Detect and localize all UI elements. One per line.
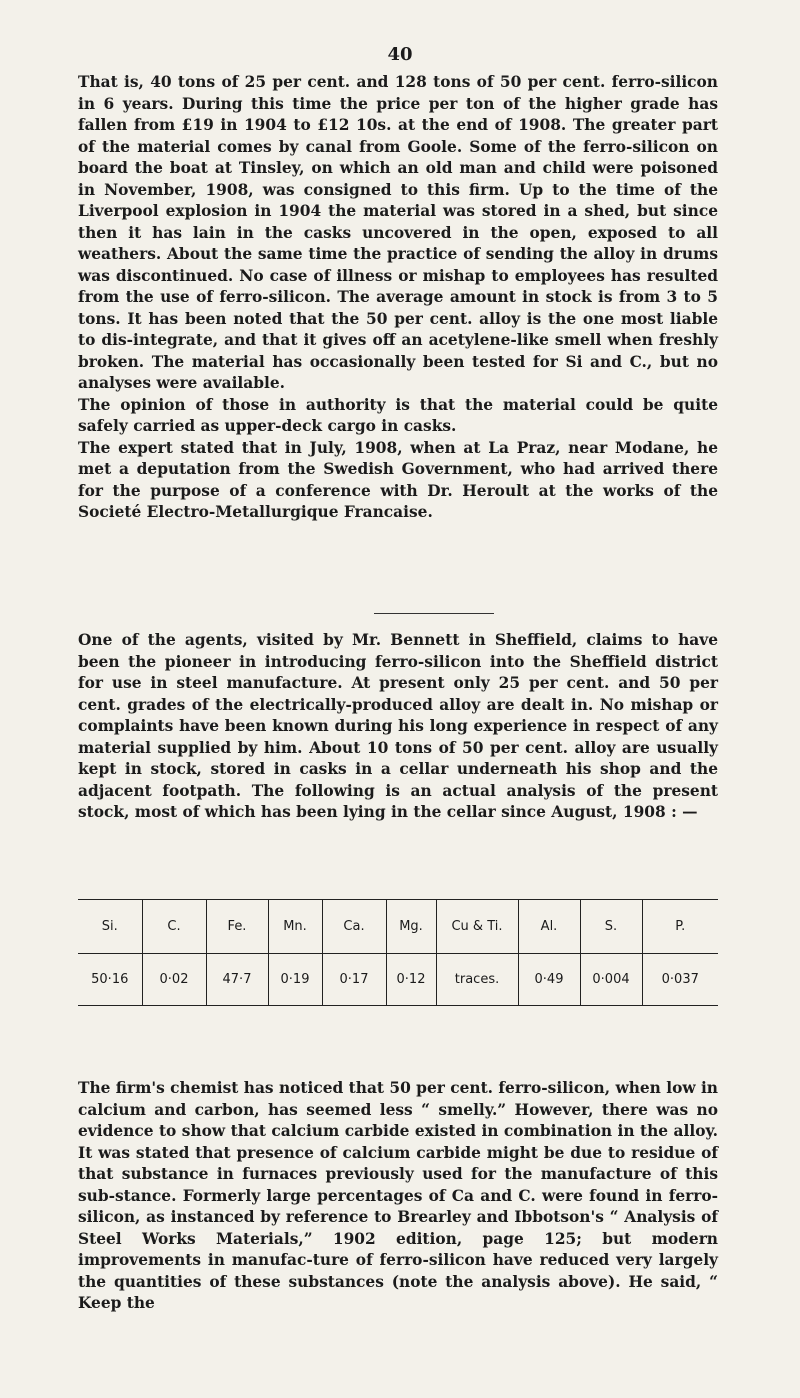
paragraph: The firm's chemist has noticed that 50 per cent. ferro-silicon, when low in calcium and carbon, has seemed less “ smelly.” However, there was no evidence to show that calcium carbide existed in combination in the alloy. It was stated that presence of calcium carbide might be due to residue of that substance in furnaces previously used for the manufacture of this sub-stance. Formerly large percentages of Ca and C. were found in ferro-silicon, as instanced by reference to Brearley and Ibbotson's “ Analysis of Steel Works Materials,” 1902 edition, page 125; but modern improvements in manufac-ture of ferro-silicon have reduced very largely the quantities of these substances (note the analysis above). He said, “ Keep the: [78, 1079, 718, 1312]
paragraph: That is, 40 tons of 25 per cent. and 128 tons of 50 per cent. ferro-silicon in 6 years. During this time the price per ton of the higher grade has fallen from £19 in 1904 to £12 10s. at the end of 1908. The greater part of the material comes by canal from Goole. Some of the ferro-silicon on board the boat at Tinsley, on which an old man and child were poisoned in November, 1908, was consigned to this firm. Up to the time of the Liverpool explosion in 1904 the material was stored in a shed, but since then it has lain in the casks uncovered in the open, exposed to all weathers. About the same time the practice of sending the alloy in drums was discontinued. No case of illness or mishap to employees has resulted from the use of ferro-silicon. The average amount in stock is from 3 to 5 tons. It has been noted that the 50 per cent. alloy is the one most liable to dis-integrate, and that it gives off an acetylene-like smell when freshly broken. The material has occasionally been tested for Si and C., but no analyses were available.: [78, 73, 718, 392]
table-header-row: [78, 900, 718, 954]
text-section-middle: [78, 630, 718, 824]
table-header-cell: Si.: [101, 919, 118, 934]
text-section-bottom: [78, 1078, 718, 1315]
table-cell: 47·7: [206, 954, 268, 1006]
table-cell: 0·037: [642, 954, 718, 1006]
table-cell: traces.: [436, 954, 518, 1006]
table-cell: 0·02: [142, 954, 206, 1006]
table-cell: 0·004: [580, 954, 642, 1006]
table-cell: 0·19: [268, 954, 322, 1006]
section-divider: [374, 613, 494, 614]
paragraph: The expert stated that in July, 1908, when at La Praz, near Modane, he met a deputation from the Swedish Government, who had arrived there for the purpose of a conference with Dr. Heroult at the works of the Societé Electro-Metallurgique Francaise.: [78, 438, 718, 521]
paragraph: The opinion of those in authority is that the material could be quite safely carried as upper-deck cargo in casks.: [78, 395, 718, 435]
table-header-cell: Mn.: [268, 900, 322, 954]
table-header-cell: S.: [580, 900, 642, 954]
analysis-table: [78, 899, 718, 1006]
table-row: [78, 954, 718, 1006]
table-header-cell: Cu & Ti.: [436, 900, 518, 954]
table-header-cell: Al.: [518, 900, 580, 954]
table-cell: 50·16: [91, 972, 129, 987]
table-header-cell: Fe.: [206, 900, 268, 954]
table-header-cell: Ca.: [322, 900, 386, 954]
table-header-cell: P.: [642, 900, 718, 954]
table-cell: 0·49: [518, 954, 580, 1006]
table-cell: 0·12: [386, 954, 436, 1006]
page-number: 40: [387, 44, 413, 65]
table-header-cell: Mg.: [386, 900, 436, 954]
table-cell: 0·17: [322, 954, 386, 1006]
paragraph: One of the agents, visited by Mr. Bennett in Sheffield, claims to have been the pioneer in introducing ferro-silicon into the Sheffield district for use in steel manufacture. At present only 25 per cent. and 50 per cent. grades of the electrically-produced alloy are dealt in. No mishap or complaints have been known during his long experience in respect of any material supplied by him. About 10 tons of 50 per cent. alloy are usually kept in stock, stored in casks in a cellar underneath his shop and the adjacent footpath. The following is an actual analysis of the present stock, most of which has been lying in the cellar since August, 1908 : —: [78, 631, 718, 821]
table-header-cell: C.: [142, 900, 206, 954]
text-section-top: [78, 72, 718, 524]
